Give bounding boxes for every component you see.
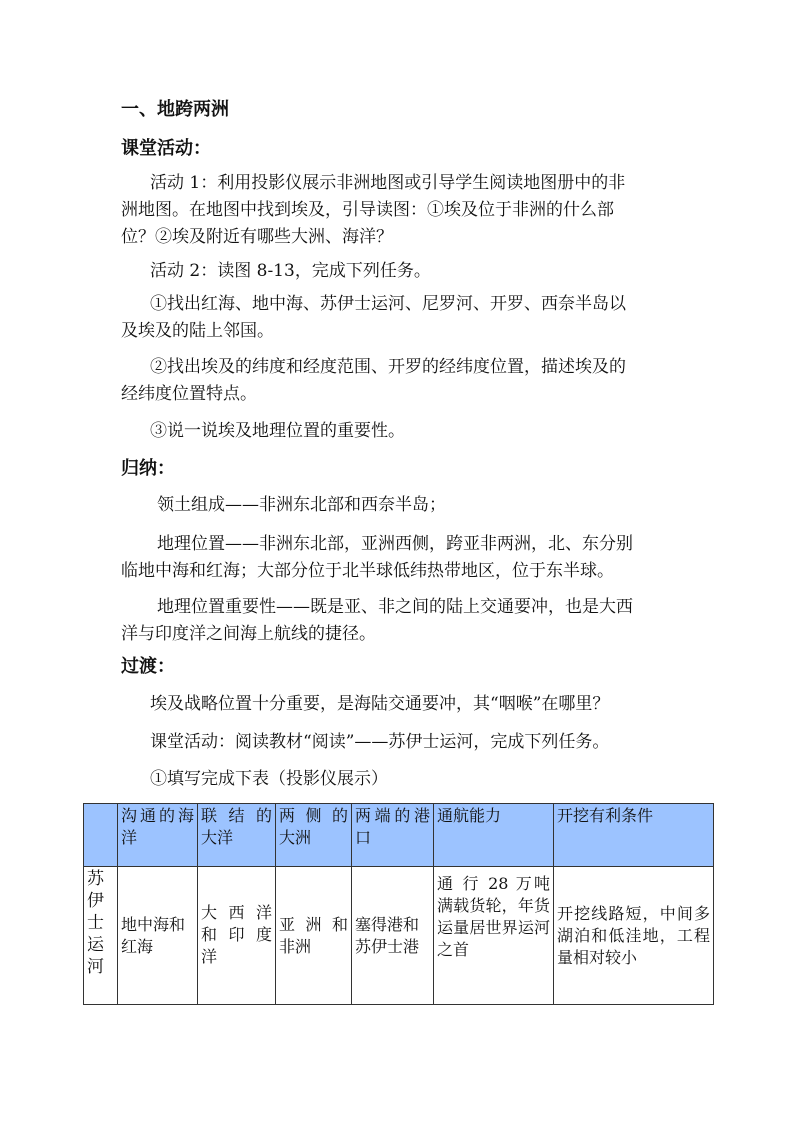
suez-canal-table [83,803,714,1005]
table-header-cell [84,804,118,867]
summary-label: 归纳： [121,458,175,479]
task-2-line-2: 经纬度位置特点。 [121,384,257,404]
activity-1-line-1: 活动 1：利用投影仪展示非洲地图或引导学生阅读地图册中的非 [150,173,626,193]
activity-1-line-3: 位？②埃及附近有哪些大洲、海洋？ [121,227,393,247]
activity-1-paragraph [121,170,681,251]
summary-location-line-1: 地理位置——非洲东北部，亚洲西侧，跨亚非两洲，北、东分别 [157,534,633,554]
activity-2-paragraph: 活动 2：读图 8-13，完成下列任务。 [150,261,431,281]
transition-label: 过渡： [121,656,175,677]
table-row-label: 苏伊士运河 [84,867,118,1005]
table-row [84,867,714,1005]
table-header-cell: 通航能力 [434,804,554,867]
summary-territory: 领土组成——非洲东北部和西奈半岛； [157,495,446,515]
task-2-line-1: ②找出埃及的纬度和经度范围、开罗的经纬度位置，描述埃及的 [150,357,626,377]
task-3-paragraph: ③说一说埃及地理位置的重要性。 [150,421,405,441]
summary-importance [121,594,681,648]
task-1-paragraph [121,291,681,345]
table-header-cell: 联 结 的大洋 [198,804,276,867]
classroom-activity-label: 课堂活动： [121,138,211,159]
classroom-activity-2: 课堂活动：阅读教材“阅读”——苏伊士运河，完成下列任务。 [150,732,610,752]
transition-text: 埃及战略位置十分重要，是海陆交通要冲，其“咽喉”在哪里？ [150,694,610,714]
activity-1-line-2: 洲地图。在地图中找到埃及，引导读图：①埃及位于非洲的什么部 [121,200,614,220]
fill-table-instruction: ①填写完成下表（投影仪展示） [150,769,388,789]
table-cell: 亚 洲 和非洲 [276,867,352,1005]
table-header-row [84,804,714,867]
table-cell: 地中海和红海 [118,867,198,1005]
table-header-cell: 开挖有利条件 [554,804,714,867]
summary-importance-line-1: 地理位置重要性——既是亚、非之间的陆上交通要冲，也是大西 [157,597,633,617]
task-1-line-2: 及埃及的陆上邻国。 [121,321,274,341]
task-1-line-1: ①找出红海、地中海、苏伊士运河、尼罗河、开罗、西奈半岛以 [150,294,626,314]
table-header-cell: 沟通的海洋 [118,804,198,867]
summary-location [121,531,681,585]
summary-importance-line-2: 洋与印度洋之间海上航线的捷径。 [121,624,376,644]
summary-location-line-2: 临地中海和红海；大部分位于北半球低纬热带地区，位于东半球。 [121,561,614,581]
task-2-paragraph [121,354,681,408]
table-cell: 开挖线路短，中间多湖泊和低洼地，工程量相对较小 [554,867,714,1005]
table-cell: 大 西 洋和 印 度洋 [198,867,276,1005]
table-header-cell: 两端的港口 [352,804,434,867]
table-cell: 通 行 28 万吨满载货轮，年货运量居世界运河之首 [434,867,554,1005]
section-title: 一、地跨两洲 [121,99,229,120]
table-cell: 塞得港和苏伊士港 [352,867,434,1005]
table-header-cell: 两 侧 的大洲 [276,804,352,867]
